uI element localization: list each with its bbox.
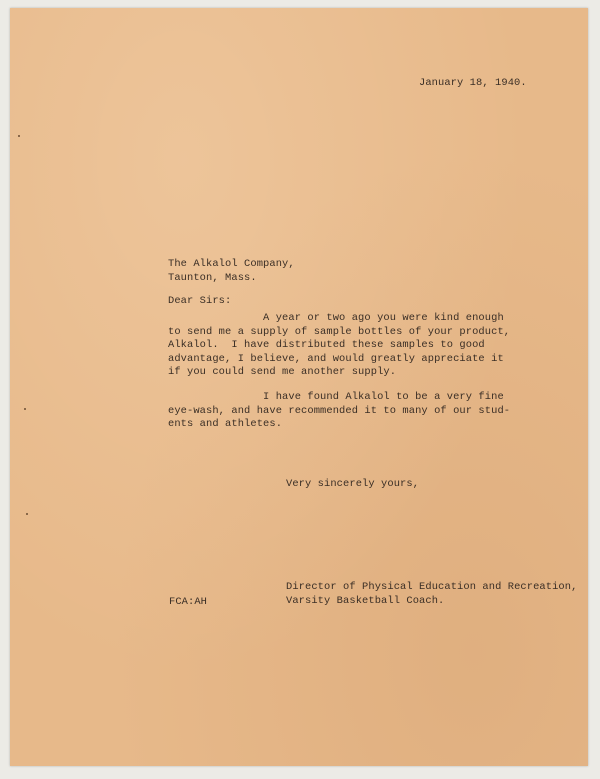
signature-line: Varsity Basketball Coach.: [286, 594, 445, 607]
signature-line: Director of Physical Education and Recreation,: [286, 581, 578, 593]
body-paragraph-1: [168, 312, 510, 380]
complimentary-close: Very sincerely yours,: [286, 478, 420, 490]
body-line: Alkalol. I have distributed these samples to good: [168, 339, 485, 352]
recipient-line: Taunton, Mass.: [168, 271, 257, 284]
body-paragraph-2: [168, 391, 510, 432]
body-line: ents and athletes.: [168, 418, 283, 431]
body-line: A year or two ago you were kind enough: [168, 312, 504, 324]
reference-initials: FCA:AH: [169, 596, 208, 608]
body-line: if you could send me another supply.: [168, 366, 397, 379]
recipient-line: The Alkalol Company,: [168, 258, 295, 270]
paper-speck: [24, 408, 26, 410]
recipient-address: [168, 258, 295, 285]
paper-speck: [18, 135, 20, 137]
salutation: Dear Sirs:: [168, 295, 232, 307]
body-line: to send me a supply of sample bottles of your product,: [168, 325, 511, 338]
letter-sheet: [10, 8, 588, 766]
signature-title: [286, 581, 577, 608]
body-line: eye-wash, and have recommended it to many of our stud-: [168, 404, 511, 417]
letter-date: January 18, 1940.: [419, 77, 527, 89]
body-line: I have found Alkalol to be a very fine: [168, 391, 504, 403]
body-line: advantage, I believe, and would greatly appreciate it: [168, 352, 504, 365]
paper-speck: [26, 513, 28, 515]
